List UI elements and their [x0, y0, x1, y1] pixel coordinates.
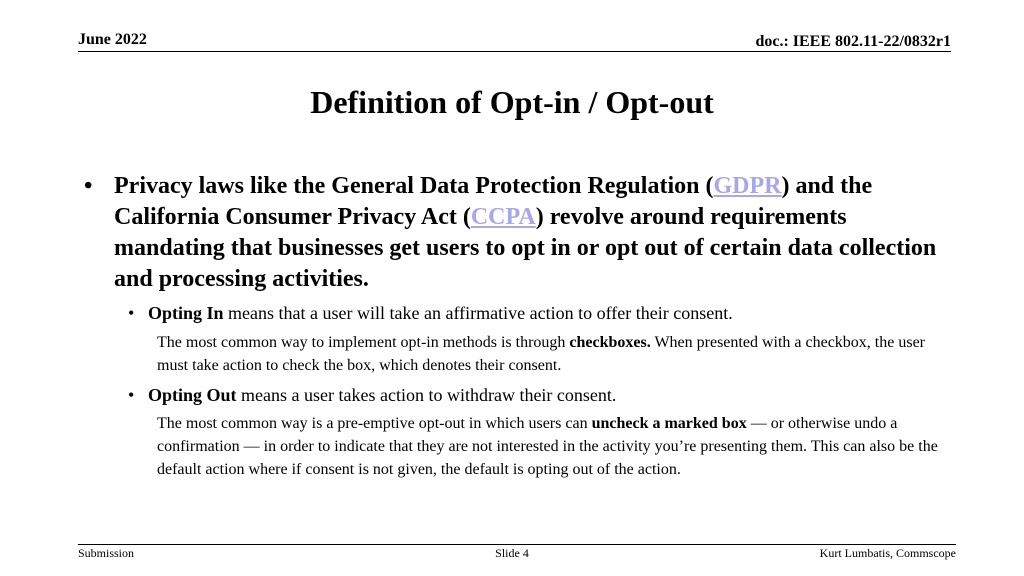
gdpr-link[interactable]: GDPR: [713, 173, 782, 199]
opting-in-text: Opting In means that a user will take an affirmative action to offer their consent.: [148, 303, 733, 323]
opting-out-term: Opting Out: [148, 385, 237, 405]
opting-in-term: Opting In: [148, 303, 224, 323]
opting-out-text: Opting Out means a user takes action to withdraw their consent.: [148, 385, 617, 405]
header-date: June 2022: [78, 31, 147, 48]
footer-author: Kurt Lumbatis, Commscope: [819, 546, 956, 560]
ccpa-link[interactable]: CCPA: [470, 204, 536, 230]
main-bullet: [84, 171, 944, 295]
footer-slide-number: Slide 4: [495, 546, 529, 560]
opting-out-detail: The most common way is a pre-emptive opt-out in which users can uncheck a marked box — or otherwise undo a confirmation — in order to indicate that they are not interested in the activity you’re presenting them. This can also be the default action where if consent is not given, the default is opting out of the action.: [157, 415, 938, 478]
bullet-icon: •: [128, 385, 135, 405]
bullet-icon: •: [128, 303, 135, 323]
footer-submission: Submission: [78, 546, 135, 560]
header-divider: [78, 51, 951, 52]
opting-out-bullet: [128, 383, 948, 407]
checkboxes-emphasis: checkboxes.: [569, 334, 651, 351]
bullet-icon: •: [84, 173, 93, 199]
uncheck-emphasis: uncheck a marked box: [591, 415, 747, 432]
opting-in-bullet: [128, 301, 948, 325]
slide-title: Definition of Opt-in / Opt-out: [310, 84, 714, 120]
main-bullet-text: Privacy laws like the General Data Protection Regulation (GDPR) and the California Consumer Privacy Act (CCPA) revolve around requirements mandating that businesses get users to opt in or opt out of certain data collection and processing activities.: [114, 173, 937, 292]
footer-divider: [78, 544, 956, 545]
header-doc-id: doc.: IEEE 802.11-22/0832r1: [755, 33, 951, 50]
opting-in-detail: The most common way to implement opt-in methods is through checkboxes. When presented with a checkbox, the user must take action to check the box, which denotes their consent.: [157, 334, 926, 374]
